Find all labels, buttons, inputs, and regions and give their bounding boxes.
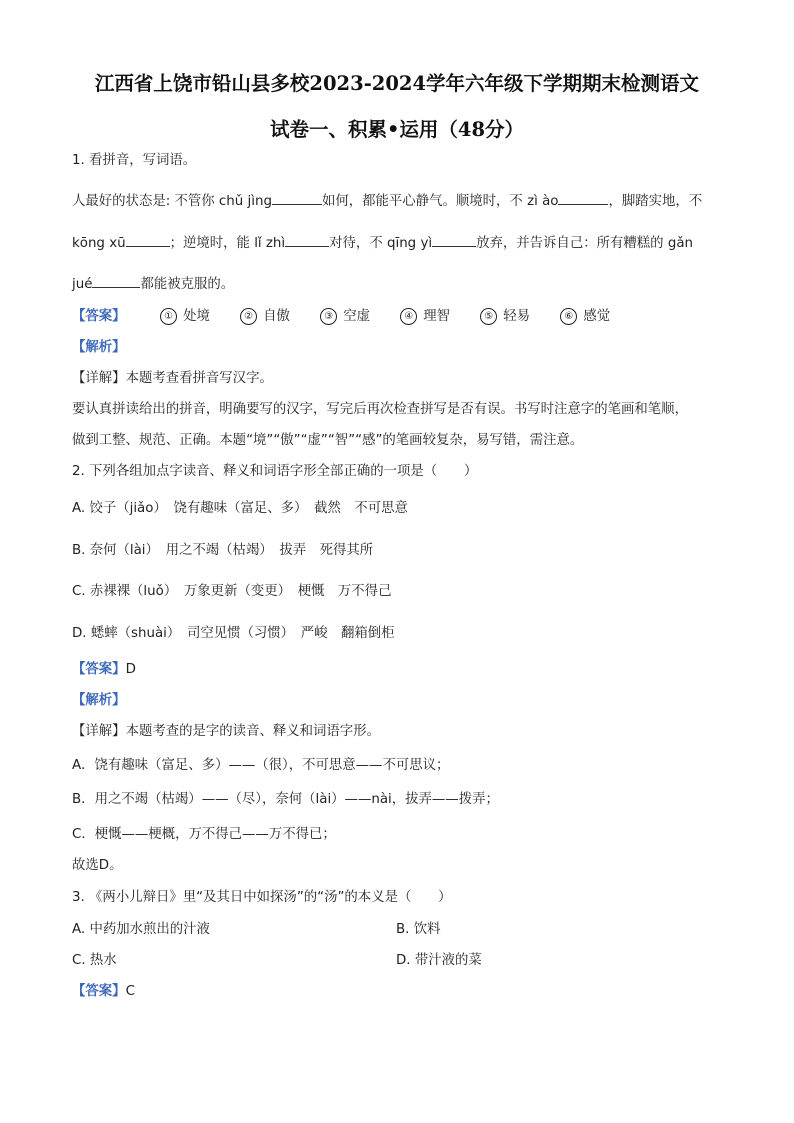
q1-paragraph-line-1 bbox=[72, 190, 702, 211]
q2-answer-row bbox=[72, 661, 136, 679]
circled-number: ① bbox=[160, 308, 177, 325]
q2-conclusion: 故选D。 bbox=[72, 858, 123, 873]
q3-option-a: A. 中药加水煎出的汁液 bbox=[72, 922, 210, 937]
fill-blank-4 bbox=[285, 232, 329, 247]
q2-analysis-tag: 【解析】 bbox=[72, 693, 126, 708]
q1-stem: 1. 看拼音，写词语。 bbox=[72, 153, 197, 168]
q1-answer-1 bbox=[160, 309, 210, 324]
document-title-line-1: 江西省上饶市铅山县多校2023-2024学年六年级下学期期末检测语文 bbox=[94, 72, 700, 95]
q2-fix-b: B．用之不竭（枯竭）——（尽），奈何（lài）——nài，拔弄——拨弄； bbox=[72, 792, 499, 807]
q1-answer-3 bbox=[320, 309, 370, 324]
q1-answer-row bbox=[72, 308, 636, 326]
answer-text: 空虚 bbox=[343, 309, 370, 324]
q1-text-segment: ，脚踏实地，不 bbox=[608, 194, 703, 209]
q3-answer-value: C bbox=[125, 984, 135, 999]
detail-tag: 【详解】 bbox=[72, 371, 126, 386]
circled-number: ③ bbox=[320, 308, 337, 325]
q2-fix-a: A．饶有趣味（富足、多）——（很），不可思意——不可思议； bbox=[72, 758, 450, 773]
q1-text-segment: 人最好的状态是: 不管你 chǔ jìng bbox=[72, 194, 272, 209]
q1-answer-6 bbox=[560, 309, 610, 324]
q1-answer-5 bbox=[480, 309, 530, 324]
q1-text-segment: kōng xū bbox=[72, 236, 126, 251]
q1-answer-2 bbox=[240, 309, 290, 324]
fill-blank-3 bbox=[126, 232, 170, 247]
q2-detail bbox=[72, 723, 380, 741]
answer-tag: 【答案】 bbox=[72, 662, 126, 677]
q2-option-b: B. 奈何（lài） 用之不竭（枯竭） 拔弄 死得其所 bbox=[72, 543, 374, 558]
fill-blank-2 bbox=[558, 190, 608, 205]
circled-number: ④ bbox=[400, 308, 417, 325]
circled-number: ⑥ bbox=[560, 308, 577, 325]
q3-answer-row bbox=[72, 983, 135, 1001]
q1-explanation-line-2: 做到工整、规范、正确。本题“境”“傲”“虚”“智”“感”的笔画较复杂，易写错，需注意。 bbox=[72, 433, 584, 448]
q1-analysis-tag: 【解析】 bbox=[72, 340, 126, 355]
q1-explanation-line-1: 要认真拼读给出的拼音，明确要写的汉字，写完后再次检查拼写是否有误。书写时注意字的笔画和笔顺， bbox=[72, 402, 688, 417]
circled-number: ② bbox=[240, 308, 257, 325]
q1-detail bbox=[72, 370, 273, 388]
answer-text: 自傲 bbox=[263, 309, 290, 324]
q1-paragraph-line-2 bbox=[72, 232, 693, 253]
q2-fix-c: C．梗慨——梗概，万不得己——万不得已； bbox=[72, 827, 336, 842]
q1-text-segment: ；逆境时，能 lǐ zhì bbox=[169, 236, 286, 251]
q1-text-segment: 对待，不 qīng yì bbox=[329, 236, 433, 251]
answer-text: 处境 bbox=[183, 309, 210, 324]
q2-stem: 2. 下列各组加点字读音、释义和词语字形全部正确的一项是（ ） bbox=[72, 464, 478, 479]
q2-option-d: D. 蟋蟀（shuài） 司空见惯（习惯） 严峻 翻箱倒柜 bbox=[72, 626, 395, 641]
q2-option-c: C. 赤裸裸（luǒ） 万象更新（变更） 梗慨 万不得己 bbox=[72, 584, 392, 599]
q1-paragraph-line-3 bbox=[72, 273, 234, 294]
q1-text-segment: jué bbox=[72, 277, 93, 292]
q1-text-segment: 放弃，并告诉自己：所有糟糕的 gǎn bbox=[476, 236, 694, 251]
detail-text: 本题考查的是字的读音、释义和词语字形。 bbox=[125, 724, 380, 739]
q1-text-segment: 如何，都能平心静气。顺境时，不 zì ào bbox=[321, 194, 559, 209]
q3-option-c: C. 热水 bbox=[72, 953, 117, 968]
answer-text: 理智 bbox=[423, 309, 451, 324]
answer-tag: 【答案】 bbox=[72, 309, 126, 324]
document-title-line-2: 试卷一、积累•运用（48分） bbox=[269, 118, 525, 141]
q3-option-d: D. 带汁液的菜 bbox=[396, 953, 482, 968]
answer-text: 感觉 bbox=[583, 309, 611, 324]
q1-text-segment: 都能被克服的。 bbox=[140, 277, 235, 292]
detail-tag: 【详解】 bbox=[72, 724, 126, 739]
fill-blank-5 bbox=[432, 232, 476, 247]
answer-text: 轻易 bbox=[503, 309, 531, 324]
fill-blank-6 bbox=[92, 273, 140, 288]
q3-option-b: B. 饮料 bbox=[396, 922, 441, 937]
answer-tag: 【答案】 bbox=[72, 984, 126, 999]
circled-number: ⑤ bbox=[480, 308, 497, 325]
detail-text: 本题考查看拼音写汉字。 bbox=[125, 371, 273, 386]
q2-option-a: A. 饺子（jiǎo） 饶有趣味（富足、多） 截然 不可思意 bbox=[72, 501, 408, 516]
fill-blank-1 bbox=[272, 190, 322, 205]
q2-answer-value: D bbox=[125, 662, 136, 677]
q3-stem: 3. 《两小儿辩日》里“及其日中如探汤”的“汤”的本义是（ ） bbox=[72, 890, 452, 905]
q1-answer-4 bbox=[400, 309, 450, 324]
